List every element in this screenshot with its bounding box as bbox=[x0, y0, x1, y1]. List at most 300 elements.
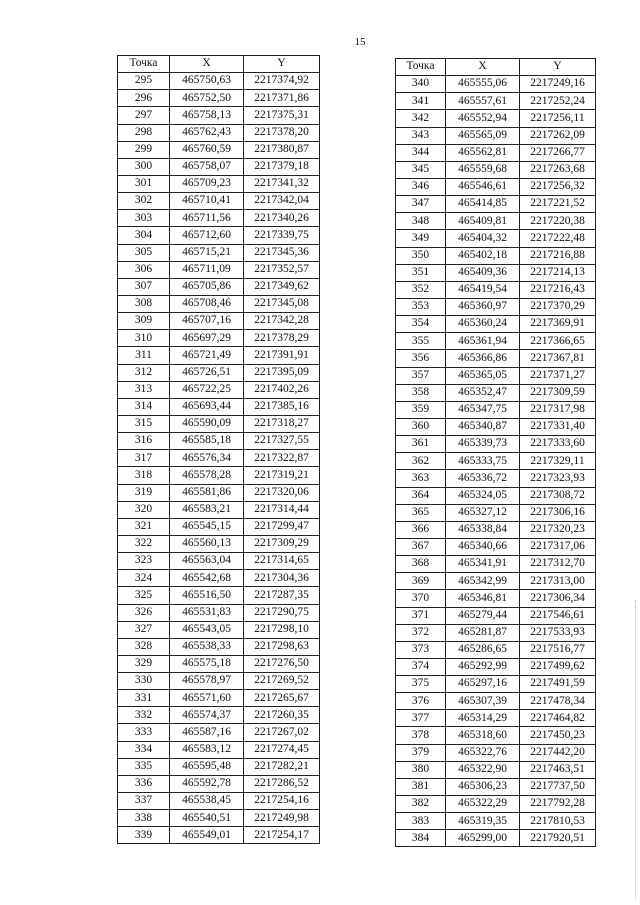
x-cell: 465281,87 bbox=[446, 624, 520, 641]
x-cell: 465324,05 bbox=[446, 487, 520, 504]
y-cell: 2217214,13 bbox=[520, 264, 596, 281]
point-cell: 302 bbox=[118, 193, 170, 210]
point-cell: 314 bbox=[118, 398, 170, 415]
point-cell: 315 bbox=[118, 415, 170, 432]
y-cell: 2217298,10 bbox=[244, 621, 320, 638]
x-cell: 465708,46 bbox=[170, 295, 244, 312]
x-cell: 465710,41 bbox=[170, 193, 244, 210]
table-row bbox=[396, 350, 596, 367]
y-cell: 2217463,51 bbox=[520, 761, 596, 778]
y-cell: 2217322,87 bbox=[244, 450, 320, 467]
table-row bbox=[118, 295, 320, 312]
table-row bbox=[118, 810, 320, 827]
x-cell: 465721,49 bbox=[170, 347, 244, 364]
point-cell: 356 bbox=[396, 350, 446, 367]
y-cell: 2217369,91 bbox=[520, 316, 596, 333]
y-cell: 2217265,67 bbox=[244, 690, 320, 707]
point-cell: 323 bbox=[118, 553, 170, 570]
point-cell: 310 bbox=[118, 330, 170, 347]
y-cell: 2217317,98 bbox=[520, 401, 596, 418]
y-cell: 2217262,09 bbox=[520, 127, 596, 144]
point-cell: 326 bbox=[118, 604, 170, 621]
y-cell: 2217269,52 bbox=[244, 673, 320, 690]
y-cell: 2217546,61 bbox=[520, 607, 596, 624]
x-cell: 465543,05 bbox=[170, 621, 244, 638]
point-cell: 321 bbox=[118, 518, 170, 535]
x-cell: 465595,48 bbox=[170, 758, 244, 775]
x-cell: 465762,43 bbox=[170, 124, 244, 141]
table-row bbox=[396, 676, 596, 693]
y-cell: 2217309,59 bbox=[520, 384, 596, 401]
table-row bbox=[118, 124, 320, 141]
table-row bbox=[118, 415, 320, 432]
y-cell: 2217312,70 bbox=[520, 556, 596, 573]
point-cell: 309 bbox=[118, 313, 170, 330]
point-cell: 344 bbox=[396, 144, 446, 161]
x-cell: 465404,32 bbox=[446, 230, 520, 247]
x-cell: 465592,78 bbox=[170, 775, 244, 792]
table-row bbox=[396, 504, 596, 521]
table-row bbox=[396, 298, 596, 315]
y-cell: 2217329,11 bbox=[520, 453, 596, 470]
table-row bbox=[118, 741, 320, 758]
point-cell: 318 bbox=[118, 467, 170, 484]
table-row bbox=[396, 401, 596, 418]
x-cell: 465560,13 bbox=[170, 535, 244, 552]
x-cell: 465322,76 bbox=[446, 744, 520, 761]
table-row bbox=[118, 107, 320, 124]
column-header-point: Точка bbox=[118, 56, 170, 73]
y-cell: 2217366,65 bbox=[520, 333, 596, 350]
point-cell: 347 bbox=[396, 196, 446, 213]
x-cell: 465559,68 bbox=[446, 161, 520, 178]
y-cell: 2217810,53 bbox=[520, 813, 596, 830]
y-cell: 2217342,28 bbox=[244, 313, 320, 330]
table-row bbox=[396, 161, 596, 178]
point-cell: 342 bbox=[396, 110, 446, 127]
y-cell: 2217263,68 bbox=[520, 161, 596, 178]
table-row bbox=[396, 813, 596, 830]
table-row bbox=[118, 193, 320, 210]
table-row bbox=[118, 244, 320, 261]
y-cell: 2217216,43 bbox=[520, 281, 596, 298]
point-cell: 359 bbox=[396, 401, 446, 418]
point-cell: 336 bbox=[118, 775, 170, 792]
table-row bbox=[118, 518, 320, 535]
y-cell: 2217920,51 bbox=[520, 830, 596, 847]
x-cell: 465340,87 bbox=[446, 418, 520, 435]
x-cell: 465563,04 bbox=[170, 553, 244, 570]
y-cell: 2217287,35 bbox=[244, 587, 320, 604]
y-cell: 2217298,63 bbox=[244, 638, 320, 655]
point-cell: 343 bbox=[396, 127, 446, 144]
y-cell: 2217516,77 bbox=[520, 641, 596, 658]
y-cell: 2217260,35 bbox=[244, 707, 320, 724]
scan-edge-dots bbox=[634, 600, 636, 900]
x-cell: 465292,99 bbox=[446, 658, 520, 675]
point-cell: 332 bbox=[118, 707, 170, 724]
table-row bbox=[396, 110, 596, 127]
x-cell: 465341,91 bbox=[446, 556, 520, 573]
point-cell: 367 bbox=[396, 538, 446, 555]
y-cell: 2217341,32 bbox=[244, 175, 320, 192]
table-row bbox=[118, 655, 320, 672]
y-cell: 2217345,08 bbox=[244, 295, 320, 312]
x-cell: 465338,84 bbox=[446, 521, 520, 538]
table-row bbox=[118, 673, 320, 690]
point-cell: 366 bbox=[396, 521, 446, 538]
point-cell: 320 bbox=[118, 501, 170, 518]
table-row bbox=[396, 281, 596, 298]
x-cell: 465555,06 bbox=[446, 76, 520, 93]
coordinates-table-right bbox=[395, 58, 596, 847]
x-cell: 465575,18 bbox=[170, 655, 244, 672]
y-cell: 2217308,72 bbox=[520, 487, 596, 504]
y-cell: 2217464,82 bbox=[520, 710, 596, 727]
x-cell: 465545,15 bbox=[170, 518, 244, 535]
table-row bbox=[118, 313, 320, 330]
x-cell: 465339,73 bbox=[446, 436, 520, 453]
point-cell: 303 bbox=[118, 210, 170, 227]
column-header-x: X bbox=[170, 56, 244, 73]
table-row bbox=[118, 570, 320, 587]
column-header-x: X bbox=[446, 59, 520, 76]
point-cell: 296 bbox=[118, 90, 170, 107]
table-row bbox=[396, 658, 596, 675]
x-cell: 465693,44 bbox=[170, 398, 244, 415]
y-cell: 2217323,93 bbox=[520, 470, 596, 487]
point-cell: 370 bbox=[396, 590, 446, 607]
x-cell: 465565,09 bbox=[446, 127, 520, 144]
point-cell: 298 bbox=[118, 124, 170, 141]
point-cell: 339 bbox=[118, 827, 170, 844]
x-cell: 465760,59 bbox=[170, 141, 244, 158]
point-cell: 358 bbox=[396, 384, 446, 401]
table-row bbox=[118, 261, 320, 278]
x-cell: 465322,29 bbox=[446, 796, 520, 813]
point-cell: 362 bbox=[396, 453, 446, 470]
y-cell: 2217317,06 bbox=[520, 538, 596, 555]
y-cell: 2217249,98 bbox=[244, 810, 320, 827]
table-row bbox=[118, 141, 320, 158]
table-row bbox=[396, 144, 596, 161]
coordinates-table-left bbox=[117, 55, 320, 844]
x-cell: 465546,61 bbox=[446, 178, 520, 195]
table-row bbox=[118, 175, 320, 192]
y-cell: 2217274,45 bbox=[244, 741, 320, 758]
table-row bbox=[118, 73, 320, 90]
x-cell: 465578,28 bbox=[170, 467, 244, 484]
table-row bbox=[118, 347, 320, 364]
y-cell: 2217371,27 bbox=[520, 367, 596, 384]
y-cell: 2217370,29 bbox=[520, 298, 596, 315]
x-cell: 465538,45 bbox=[170, 793, 244, 810]
table-header-row bbox=[396, 59, 596, 76]
x-cell: 465299,00 bbox=[446, 830, 520, 847]
table-row bbox=[118, 724, 320, 741]
table-row bbox=[118, 450, 320, 467]
point-cell: 373 bbox=[396, 641, 446, 658]
y-cell: 2217333,60 bbox=[520, 436, 596, 453]
point-cell: 375 bbox=[396, 676, 446, 693]
y-cell: 2217266,77 bbox=[520, 144, 596, 161]
table-row bbox=[118, 638, 320, 655]
y-cell: 2217299,47 bbox=[244, 518, 320, 535]
x-cell: 465709,23 bbox=[170, 175, 244, 192]
y-cell: 2217737,50 bbox=[520, 778, 596, 795]
x-cell: 465365,05 bbox=[446, 367, 520, 384]
page-number: 15 bbox=[354, 36, 366, 48]
y-cell: 2217276,50 bbox=[244, 655, 320, 672]
y-cell: 2217254,16 bbox=[244, 793, 320, 810]
x-cell: 465581,86 bbox=[170, 484, 244, 501]
y-cell: 2217402,26 bbox=[244, 381, 320, 398]
x-cell: 465549,01 bbox=[170, 827, 244, 844]
x-cell: 465722,25 bbox=[170, 381, 244, 398]
y-cell: 2217339,75 bbox=[244, 227, 320, 244]
point-cell: 372 bbox=[396, 624, 446, 641]
x-cell: 465306,23 bbox=[446, 778, 520, 795]
x-cell: 465361,94 bbox=[446, 333, 520, 350]
point-cell: 352 bbox=[396, 281, 446, 298]
table-row bbox=[118, 793, 320, 810]
y-cell: 2217533,93 bbox=[520, 624, 596, 641]
y-cell: 2217286,52 bbox=[244, 775, 320, 792]
point-cell: 322 bbox=[118, 535, 170, 552]
point-cell: 329 bbox=[118, 655, 170, 672]
point-cell: 354 bbox=[396, 316, 446, 333]
y-cell: 2217378,29 bbox=[244, 330, 320, 347]
table-row bbox=[118, 433, 320, 450]
x-cell: 465322,90 bbox=[446, 761, 520, 778]
table-row bbox=[396, 230, 596, 247]
y-cell: 2217450,23 bbox=[520, 727, 596, 744]
table-row bbox=[118, 604, 320, 621]
table-row bbox=[396, 436, 596, 453]
y-cell: 2217256,11 bbox=[520, 110, 596, 127]
y-cell: 2217327,55 bbox=[244, 433, 320, 450]
x-cell: 465414,85 bbox=[446, 196, 520, 213]
x-cell: 465583,21 bbox=[170, 501, 244, 518]
x-cell: 465557,61 bbox=[446, 93, 520, 110]
point-cell: 369 bbox=[396, 573, 446, 590]
table-row bbox=[118, 467, 320, 484]
table-row bbox=[396, 367, 596, 384]
x-cell: 465583,12 bbox=[170, 741, 244, 758]
x-cell: 465574,37 bbox=[170, 707, 244, 724]
x-cell: 465712,60 bbox=[170, 227, 244, 244]
x-cell: 465540,51 bbox=[170, 810, 244, 827]
point-cell: 313 bbox=[118, 381, 170, 398]
y-cell: 2217313,00 bbox=[520, 573, 596, 590]
table-row bbox=[118, 758, 320, 775]
point-cell: 374 bbox=[396, 658, 446, 675]
x-cell: 465531,83 bbox=[170, 604, 244, 621]
table-row bbox=[118, 587, 320, 604]
point-cell: 304 bbox=[118, 227, 170, 244]
point-cell: 335 bbox=[118, 758, 170, 775]
point-cell: 346 bbox=[396, 178, 446, 195]
table-row bbox=[396, 247, 596, 264]
y-cell: 2217378,20 bbox=[244, 124, 320, 141]
point-cell: 325 bbox=[118, 587, 170, 604]
table-row bbox=[118, 707, 320, 724]
y-cell: 2217318,27 bbox=[244, 415, 320, 432]
y-cell: 2217252,24 bbox=[520, 93, 596, 110]
table-row bbox=[118, 535, 320, 552]
table-row bbox=[118, 210, 320, 227]
y-cell: 2217249,16 bbox=[520, 76, 596, 93]
table-row bbox=[396, 213, 596, 230]
x-cell: 465318,60 bbox=[446, 727, 520, 744]
x-cell: 465542,68 bbox=[170, 570, 244, 587]
y-cell: 2217319,21 bbox=[244, 467, 320, 484]
point-cell: 319 bbox=[118, 484, 170, 501]
y-cell: 2217379,18 bbox=[244, 158, 320, 175]
y-cell: 2217478,34 bbox=[520, 693, 596, 710]
x-cell: 465578,97 bbox=[170, 673, 244, 690]
point-cell: 328 bbox=[118, 638, 170, 655]
y-cell: 2217374,92 bbox=[244, 73, 320, 90]
x-cell: 465336,72 bbox=[446, 470, 520, 487]
point-cell: 334 bbox=[118, 741, 170, 758]
x-cell: 465347,75 bbox=[446, 401, 520, 418]
y-cell: 2217395,09 bbox=[244, 364, 320, 381]
x-cell: 465366,86 bbox=[446, 350, 520, 367]
column-header-point: Точка bbox=[396, 59, 446, 76]
x-cell: 465352,47 bbox=[446, 384, 520, 401]
y-cell: 2217391,91 bbox=[244, 347, 320, 364]
table-row bbox=[396, 384, 596, 401]
point-cell: 306 bbox=[118, 261, 170, 278]
table-row bbox=[396, 727, 596, 744]
point-cell: 327 bbox=[118, 621, 170, 638]
point-cell: 337 bbox=[118, 793, 170, 810]
x-cell: 465590,09 bbox=[170, 415, 244, 432]
point-cell: 300 bbox=[118, 158, 170, 175]
point-cell: 349 bbox=[396, 230, 446, 247]
point-cell: 324 bbox=[118, 570, 170, 587]
table-row bbox=[396, 487, 596, 504]
point-cell: 308 bbox=[118, 295, 170, 312]
x-cell: 465286,65 bbox=[446, 641, 520, 658]
table-row bbox=[118, 330, 320, 347]
table-row bbox=[396, 76, 596, 93]
x-cell: 465333,75 bbox=[446, 453, 520, 470]
y-cell: 2217375,31 bbox=[244, 107, 320, 124]
table-row bbox=[396, 624, 596, 641]
table-row bbox=[396, 796, 596, 813]
point-cell: 295 bbox=[118, 73, 170, 90]
point-cell: 371 bbox=[396, 607, 446, 624]
point-cell: 376 bbox=[396, 693, 446, 710]
point-cell: 380 bbox=[396, 761, 446, 778]
point-cell: 307 bbox=[118, 278, 170, 295]
table-row bbox=[118, 398, 320, 415]
point-cell: 348 bbox=[396, 213, 446, 230]
y-cell: 2217256,32 bbox=[520, 178, 596, 195]
x-cell: 465538,33 bbox=[170, 638, 244, 655]
point-cell: 305 bbox=[118, 244, 170, 261]
y-cell: 2217222,48 bbox=[520, 230, 596, 247]
y-cell: 2217345,36 bbox=[244, 244, 320, 261]
table-row bbox=[396, 127, 596, 144]
table-row bbox=[396, 316, 596, 333]
x-cell: 465419,54 bbox=[446, 281, 520, 298]
table-row bbox=[396, 590, 596, 607]
point-cell: 299 bbox=[118, 141, 170, 158]
y-cell: 2217306,34 bbox=[520, 590, 596, 607]
table-row bbox=[118, 690, 320, 707]
y-cell: 2217282,21 bbox=[244, 758, 320, 775]
y-cell: 2217371,86 bbox=[244, 90, 320, 107]
y-cell: 2217352,57 bbox=[244, 261, 320, 278]
table-row bbox=[396, 538, 596, 555]
x-cell: 465576,34 bbox=[170, 450, 244, 467]
table-row bbox=[396, 178, 596, 195]
y-cell: 2217499,62 bbox=[520, 658, 596, 675]
point-cell: 368 bbox=[396, 556, 446, 573]
point-cell: 331 bbox=[118, 690, 170, 707]
x-cell: 465409,36 bbox=[446, 264, 520, 281]
x-cell: 465758,13 bbox=[170, 107, 244, 124]
y-cell: 2217792,28 bbox=[520, 796, 596, 813]
point-cell: 361 bbox=[396, 436, 446, 453]
x-cell: 465297,16 bbox=[446, 676, 520, 693]
point-cell: 364 bbox=[396, 487, 446, 504]
table-row bbox=[396, 418, 596, 435]
x-cell: 465279,44 bbox=[446, 607, 520, 624]
point-cell: 350 bbox=[396, 247, 446, 264]
x-cell: 465711,09 bbox=[170, 261, 244, 278]
table-row bbox=[118, 364, 320, 381]
y-cell: 2217340,26 bbox=[244, 210, 320, 227]
x-cell: 465715,21 bbox=[170, 244, 244, 261]
point-cell: 317 bbox=[118, 450, 170, 467]
point-cell: 377 bbox=[396, 710, 446, 727]
y-cell: 2217216,88 bbox=[520, 247, 596, 264]
table-row bbox=[396, 778, 596, 795]
point-cell: 312 bbox=[118, 364, 170, 381]
table-row bbox=[396, 470, 596, 487]
table-row bbox=[118, 381, 320, 398]
point-cell: 333 bbox=[118, 724, 170, 741]
x-cell: 465587,16 bbox=[170, 724, 244, 741]
x-cell: 465342,99 bbox=[446, 573, 520, 590]
y-cell: 2217314,65 bbox=[244, 553, 320, 570]
x-cell: 465516,50 bbox=[170, 587, 244, 604]
table-row bbox=[118, 621, 320, 638]
y-cell: 2217267,02 bbox=[244, 724, 320, 741]
y-cell: 2217367,81 bbox=[520, 350, 596, 367]
y-cell: 2217309,29 bbox=[244, 535, 320, 552]
x-cell: 465327,12 bbox=[446, 504, 520, 521]
table-row bbox=[396, 607, 596, 624]
y-cell: 2217491,59 bbox=[520, 676, 596, 693]
x-cell: 465307,39 bbox=[446, 693, 520, 710]
table-row bbox=[396, 641, 596, 658]
point-cell: 382 bbox=[396, 796, 446, 813]
table-row bbox=[396, 196, 596, 213]
x-cell: 465402,18 bbox=[446, 247, 520, 264]
x-cell: 465571,60 bbox=[170, 690, 244, 707]
table-row bbox=[396, 521, 596, 538]
y-cell: 2217290,75 bbox=[244, 604, 320, 621]
x-cell: 465585,18 bbox=[170, 433, 244, 450]
table-header-row bbox=[118, 56, 320, 73]
x-cell: 465552,94 bbox=[446, 110, 520, 127]
y-cell: 2217320,06 bbox=[244, 484, 320, 501]
